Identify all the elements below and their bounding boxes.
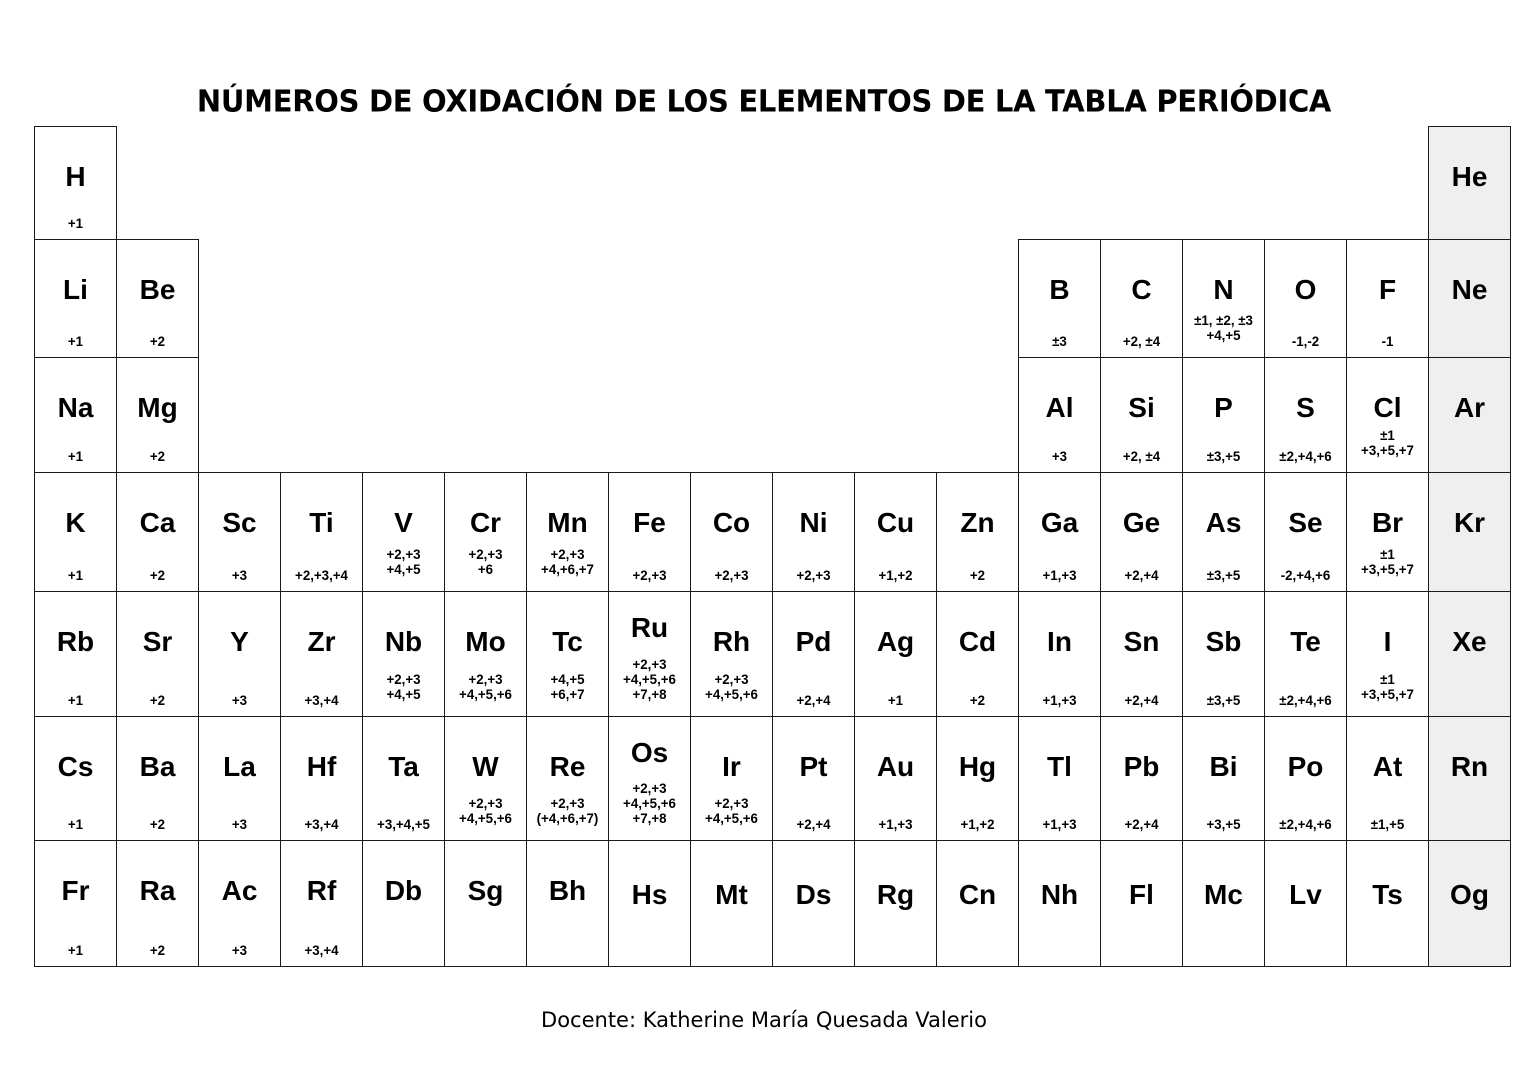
oxidation-states: +1 (67, 448, 84, 464)
oxidation-states: +1 (67, 816, 84, 832)
element-cell-pb (1100, 716, 1183, 841)
oxidation-states: +2 (149, 448, 166, 464)
oxidation-states: ±1,+5 (1370, 816, 1405, 832)
element-cell-hg (936, 716, 1019, 841)
element-cell-b (1018, 239, 1101, 358)
element-cell-li (34, 239, 117, 358)
element-cell-ge (1100, 472, 1183, 592)
element-cell-f (1346, 239, 1429, 358)
element-symbol: Re (549, 751, 586, 782)
oxidation-states: ±1 +3,+5,+7 (1361, 671, 1414, 702)
element-cell-cn (936, 840, 1019, 967)
element-cell-db (362, 840, 445, 967)
element-cell-sc (198, 472, 281, 592)
oxidation-states: +2 (149, 816, 166, 832)
element-symbol: Pt (799, 751, 828, 782)
element-cell-as (1182, 472, 1265, 592)
element-cell-te (1264, 591, 1347, 717)
element-cell-cl (1346, 357, 1429, 473)
element-cell-og (1428, 840, 1511, 967)
element-symbol: Cn (958, 879, 997, 910)
element-cell-sb (1182, 591, 1265, 717)
element-cell-ni (772, 472, 855, 592)
element-symbol: Au (876, 751, 915, 782)
oxidation-states: +2, ±4 (1122, 333, 1161, 349)
oxidation-states: +2,+3 +4,+5,+6 (459, 795, 512, 826)
oxidation-states: +2,+4 (1124, 816, 1159, 832)
element-symbol: Ar (1453, 392, 1486, 423)
element-symbol: Zn (960, 507, 995, 538)
element-cell-fl (1100, 840, 1183, 967)
oxidation-states: +4,+5 +6,+7 (550, 671, 585, 702)
oxidation-states: ±2,+4,+6 (1279, 692, 1332, 708)
element-symbol: Ni (799, 507, 828, 538)
oxidation-states: +2,+3 +4,+5,+6 (705, 671, 758, 702)
element-symbol: Mt (715, 879, 748, 910)
element-cell-mc (1182, 840, 1265, 967)
element-cell-ta (362, 716, 445, 841)
element-cell-fr (34, 840, 117, 967)
oxidation-states: +3,+4,+5 (377, 816, 430, 832)
oxidation-states: -2,+4,+6 (1280, 567, 1331, 583)
element-cell-ar (1428, 357, 1511, 473)
element-symbol: Os (630, 737, 669, 768)
element-symbol: W (472, 751, 499, 782)
element-symbol: Lv (1289, 879, 1322, 910)
element-symbol: Po (1287, 751, 1324, 782)
element-symbol: Ir (722, 751, 741, 782)
oxidation-states: +2 (149, 942, 166, 958)
element-symbol: Cs (57, 751, 94, 782)
element-cell-w (444, 716, 527, 841)
element-symbol: I (1383, 626, 1392, 657)
oxidation-states: +2,+3 +4,+5,+6 (459, 671, 512, 702)
oxidation-states: +3 (231, 816, 248, 832)
element-symbol: Nh (1040, 879, 1079, 910)
element-cell-o (1264, 239, 1347, 358)
oxidation-states: ±1, ±2, ±3 +4,+5 (1194, 312, 1253, 343)
element-symbol: Mo (465, 626, 506, 657)
element-cell-ac (198, 840, 281, 967)
element-cell-nh (1018, 840, 1101, 967)
element-symbol: Sg (467, 875, 504, 906)
element-cell-n (1182, 239, 1265, 358)
oxidation-states: +3 (231, 692, 248, 708)
element-cell-pt (772, 716, 855, 841)
oxidation-states: +1 (67, 692, 84, 708)
element-cell-hs (608, 840, 691, 967)
element-symbol: Cd (958, 626, 997, 657)
element-cell-be (116, 239, 199, 358)
oxidation-states: +2,+3 (+4,+6,+7) (536, 795, 599, 826)
element-cell-nb (362, 591, 445, 717)
element-symbol: Nb (384, 626, 423, 657)
oxidation-states: +2,+3 +4,+5 (386, 546, 421, 577)
element-symbol: Hf (306, 751, 337, 782)
element-cell-kr (1428, 472, 1511, 592)
element-cell-c (1100, 239, 1183, 358)
oxidation-states: +3 (1051, 448, 1068, 464)
element-symbol: C (1131, 274, 1152, 305)
element-cell-k (34, 472, 117, 592)
element-cell-y (198, 591, 281, 717)
element-cell-i (1346, 591, 1429, 717)
element-symbol: Kr (1453, 507, 1486, 538)
element-symbol: Ba (139, 751, 176, 782)
element-symbol: In (1047, 626, 1072, 657)
element-symbol: V (394, 507, 413, 538)
element-symbol: Li (63, 274, 88, 305)
element-symbol: Mg (137, 392, 178, 423)
element-cell-ca (116, 472, 199, 592)
element-symbol: At (1372, 751, 1403, 782)
oxidation-states: +1,+3 (1042, 567, 1077, 583)
oxidation-states: +1,+3 (1042, 816, 1077, 832)
element-cell-cr (444, 472, 527, 592)
element-cell-bi (1182, 716, 1265, 841)
element-symbol: Ga (1040, 507, 1079, 538)
element-symbol: Pd (795, 626, 832, 657)
element-symbol: Ag (876, 626, 915, 657)
element-symbol: O (1294, 274, 1317, 305)
element-symbol: Xe (1452, 626, 1487, 657)
oxidation-states: -1,-2 (1291, 333, 1320, 349)
element-symbol: Cr (469, 507, 502, 538)
oxidation-states: +2,+3 +6 (468, 546, 503, 577)
element-cell-ga (1018, 472, 1101, 592)
element-symbol: Bi (1209, 751, 1238, 782)
oxidation-states: +1 (887, 692, 904, 708)
element-cell-zr (280, 591, 363, 717)
footer-author: Docente: Katherine María Quesada Valerio (541, 1008, 987, 1032)
element-symbol: Pb (1123, 751, 1160, 782)
element-symbol: Ge (1122, 507, 1161, 538)
oxidation-states: ±1 +3,+5,+7 (1361, 546, 1414, 577)
element-symbol: Al (1045, 392, 1074, 423)
oxidation-states: +2,+3 +4,+5,+6 (705, 795, 758, 826)
element-cell-re (526, 716, 609, 841)
element-symbol: Be (139, 274, 176, 305)
element-cell-xe (1428, 591, 1511, 717)
element-cell-bh (526, 840, 609, 967)
element-cell-ne (1428, 239, 1511, 358)
oxidation-states: +1 (67, 215, 84, 231)
element-cell-cs (34, 716, 117, 841)
element-cell-ds (772, 840, 855, 967)
element-symbol: Cl (1373, 392, 1402, 423)
element-symbol: Na (57, 392, 94, 423)
oxidation-states: +2, ±4 (1122, 448, 1161, 464)
oxidation-states: +1 (67, 942, 84, 958)
oxidation-states: +1,+2 (960, 816, 995, 832)
oxidation-states: +2 (969, 692, 986, 708)
element-cell-h (34, 126, 117, 240)
element-symbol: Fr (61, 875, 90, 906)
element-symbol: Ds (795, 879, 832, 910)
element-cell-ba (116, 716, 199, 841)
page-title: NÚMEROS DE OXIDACIÓN DE LOS ELEMENTOS DE LA TABLA PERIÓDICA (196, 83, 1332, 119)
element-symbol: Rf (306, 875, 337, 906)
element-cell-rn (1428, 716, 1511, 841)
element-cell-ir (690, 716, 773, 841)
oxidation-states: ±3 (1052, 333, 1067, 349)
element-symbol: As (1205, 507, 1242, 538)
element-symbol: Co (712, 507, 751, 538)
oxidation-states: +1 (67, 333, 84, 349)
element-cell-v (362, 472, 445, 592)
element-symbol: H (65, 161, 86, 192)
element-cell-p (1182, 357, 1265, 473)
element-cell-ra (116, 840, 199, 967)
element-symbol: Fl (1129, 879, 1154, 910)
element-symbol: Rh (712, 626, 751, 657)
element-symbol: Ru (630, 612, 669, 643)
oxidation-states: ±2,+4,+6 (1279, 448, 1332, 464)
oxidation-states: +2 (149, 567, 166, 583)
element-cell-tc (526, 591, 609, 717)
element-cell-at (1346, 716, 1429, 841)
element-symbol: Ca (139, 507, 176, 538)
element-symbol: Se (1288, 507, 1323, 538)
oxidation-states: +1,+3 (1042, 692, 1077, 708)
element-cell-la (198, 716, 281, 841)
element-cell-cd (936, 591, 1019, 717)
oxidation-states: +2,+3 (796, 567, 831, 583)
element-symbol: Sr (142, 626, 173, 657)
oxidation-states: +2 (969, 567, 986, 583)
element-symbol: Sn (1123, 626, 1160, 657)
element-cell-br (1346, 472, 1429, 592)
element-symbol: Ti (309, 507, 334, 538)
element-symbol: Og (1450, 879, 1489, 910)
element-cell-ru (608, 591, 691, 717)
oxidation-states: ±2,+4,+6 (1279, 816, 1332, 832)
element-cell-hf (280, 716, 363, 841)
oxidation-states: +3,+5 (1206, 816, 1241, 832)
element-symbol: Te (1290, 626, 1321, 657)
element-symbol: Rb (56, 626, 95, 657)
element-symbol: K (65, 507, 86, 538)
element-symbol: P (1214, 392, 1233, 423)
element-symbol: N (1213, 274, 1234, 305)
element-cell-ti (280, 472, 363, 592)
oxidation-states: +2,+3 +4,+5 (386, 671, 421, 702)
element-cell-se (1264, 472, 1347, 592)
oxidation-states: ±3,+5 (1206, 692, 1241, 708)
element-symbol: Ra (139, 875, 176, 906)
element-cell-mg (116, 357, 199, 473)
element-cell-sn (1100, 591, 1183, 717)
oxidation-states: +1,+2 (878, 567, 913, 583)
oxidation-states: +2,+3,+4 (295, 567, 348, 583)
oxidation-states: +2,+3 (632, 567, 667, 583)
element-cell-zn (936, 472, 1019, 592)
oxidation-states: +2,+4 (796, 816, 831, 832)
element-symbol: Ne (1451, 274, 1488, 305)
element-symbol: Tl (1047, 751, 1072, 782)
element-symbol: Hg (958, 751, 997, 782)
element-symbol: Tc (552, 626, 583, 657)
element-cell-mt (690, 840, 773, 967)
element-symbol: S (1296, 392, 1315, 423)
element-symbol: F (1378, 274, 1397, 305)
element-cell-cu (854, 472, 937, 592)
element-cell-fe (608, 472, 691, 592)
element-symbol: Ac (221, 875, 258, 906)
oxidation-states: ±3,+5 (1206, 567, 1241, 583)
element-cell-ag (854, 591, 937, 717)
oxidation-states: +3 (231, 942, 248, 958)
element-symbol: Ta (388, 751, 419, 782)
element-cell-al (1018, 357, 1101, 473)
element-symbol: Si (1128, 392, 1155, 423)
element-cell-os (608, 716, 691, 841)
element-symbol: Db (384, 875, 423, 906)
element-symbol: Zr (307, 626, 336, 657)
oxidation-states: ±1 +3,+5,+7 (1361, 427, 1414, 458)
oxidation-states: +2,+3 (714, 567, 749, 583)
element-cell-si (1100, 357, 1183, 473)
element-cell-na (34, 357, 117, 473)
element-cell-rb (34, 591, 117, 717)
element-cell-mo (444, 591, 527, 717)
oxidation-states: +2,+3 +4,+5,+6 +7,+8 (623, 656, 676, 702)
oxidation-states: +1,+3 (878, 816, 913, 832)
oxidation-states: +2 (149, 692, 166, 708)
element-cell-po (1264, 716, 1347, 841)
element-symbol: Rn (1450, 751, 1489, 782)
element-cell-sg (444, 840, 527, 967)
element-symbol: Mc (1204, 879, 1243, 910)
element-cell-rg (854, 840, 937, 967)
element-symbol: Sc (222, 507, 257, 538)
element-cell-he (1428, 126, 1511, 240)
element-symbol: Hs (631, 879, 668, 910)
element-symbol: Bh (548, 875, 587, 906)
oxidation-states: +3,+4 (304, 942, 339, 958)
oxidation-states: +2,+3 +4,+6,+7 (541, 546, 594, 577)
element-cell-pd (772, 591, 855, 717)
oxidation-states: -1 (1381, 333, 1394, 349)
element-cell-tl (1018, 716, 1101, 841)
element-cell-rf (280, 840, 363, 967)
oxidation-states: ±3,+5 (1206, 448, 1241, 464)
oxidation-states: +2 (149, 333, 166, 349)
element-cell-mn (526, 472, 609, 592)
oxidation-states: +3 (231, 567, 248, 583)
oxidation-states: +1 (67, 567, 84, 583)
element-cell-co (690, 472, 773, 592)
element-symbol: Ts (1372, 879, 1403, 910)
element-symbol: Sb (1205, 626, 1242, 657)
element-symbol: B (1049, 274, 1070, 305)
element-cell-ts (1346, 840, 1429, 967)
element-cell-in (1018, 591, 1101, 717)
oxidation-states: +2,+3 +4,+5,+6 +7,+8 (623, 780, 676, 826)
element-cell-s (1264, 357, 1347, 473)
element-symbol: Cu (876, 507, 915, 538)
element-symbol: Rg (876, 879, 915, 910)
element-cell-sr (116, 591, 199, 717)
element-cell-au (854, 716, 937, 841)
element-symbol: He (1451, 161, 1488, 192)
oxidation-states: +2,+4 (1124, 567, 1159, 583)
oxidation-states: +3,+4 (304, 816, 339, 832)
element-symbol: Mn (547, 507, 588, 538)
element-symbol: La (223, 751, 256, 782)
element-symbol: Fe (633, 507, 666, 538)
oxidation-states: +2,+4 (1124, 692, 1159, 708)
element-cell-lv (1264, 840, 1347, 967)
oxidation-states: +2,+4 (796, 692, 831, 708)
element-cell-rh (690, 591, 773, 717)
element-symbol: Br (1371, 507, 1404, 538)
oxidation-states: +3,+4 (304, 692, 339, 708)
element-symbol: Y (230, 626, 249, 657)
